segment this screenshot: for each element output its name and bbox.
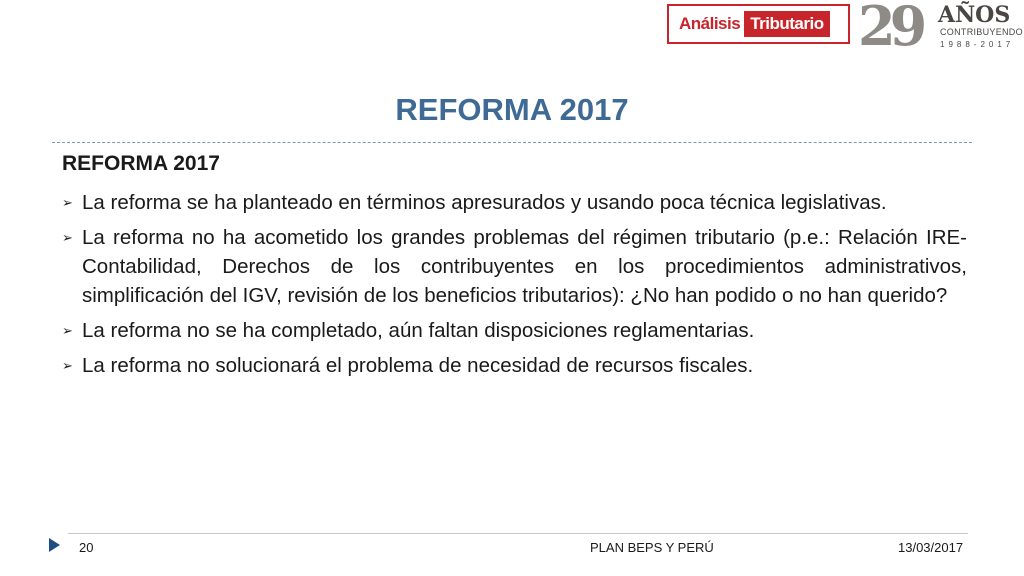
arrow-bullet-icon: ➢ bbox=[62, 358, 73, 373]
anniversary-contribuyendo: CONTRIBUYENDO bbox=[940, 27, 1023, 37]
title-divider bbox=[52, 142, 972, 143]
bullet-item bbox=[62, 351, 967, 380]
arrow-bullet-icon: ➢ bbox=[62, 195, 73, 210]
slide-body bbox=[62, 152, 967, 386]
bullet-text: La reforma no se ha completado, aún faltan disposiciones reglamentarias. bbox=[82, 319, 755, 342]
logo-tributario-text: Tributario bbox=[744, 11, 829, 37]
footer-divider bbox=[68, 533, 968, 534]
bullet-text: La reforma se ha planteado en términos apresurados y usando poca técnica legislativas. bbox=[82, 191, 887, 214]
bullet-item bbox=[62, 316, 967, 345]
arrow-bullet-icon: ➢ bbox=[62, 323, 73, 338]
slide-title: REFORMA 2017 bbox=[395, 92, 629, 127]
arrow-bullet-icon: ➢ bbox=[62, 230, 73, 245]
logo-analisis-text: Análisis bbox=[679, 14, 741, 33]
bullet-text: La reforma no solucionará el problema de necesidad de recursos fiscales. bbox=[82, 354, 754, 377]
play-triangle-icon bbox=[49, 538, 60, 552]
footer-page-number: 20 bbox=[79, 540, 94, 555]
anniversary-logo bbox=[858, 0, 1024, 56]
anniversary-anos: AÑOS bbox=[938, 2, 1011, 28]
footer-date: 13/03/2017 bbox=[898, 540, 964, 555]
bullet-text: La reforma no ha acometido los grandes problemas del régimen tributario (p.e.: Relación IRE-Contabilidad, Derechos de los contribuyentes en los procedimientos administrativos, simplificación del IGV, revisión de los beneficios tributarios): ¿No han podido o no han querido? bbox=[82, 226, 967, 307]
anniversary-number: 29 bbox=[858, 0, 922, 58]
bullet-item bbox=[62, 188, 967, 217]
bullet-list bbox=[62, 188, 967, 380]
bullet-item bbox=[62, 223, 967, 310]
body-subheading: REFORMA 2017 bbox=[62, 152, 220, 175]
analisis-tributario-logo bbox=[667, 4, 850, 44]
footer-center-text: PLAN BEPS Y PERÚ bbox=[590, 540, 714, 555]
anniversary-years: 1988-2017 bbox=[940, 40, 1015, 49]
